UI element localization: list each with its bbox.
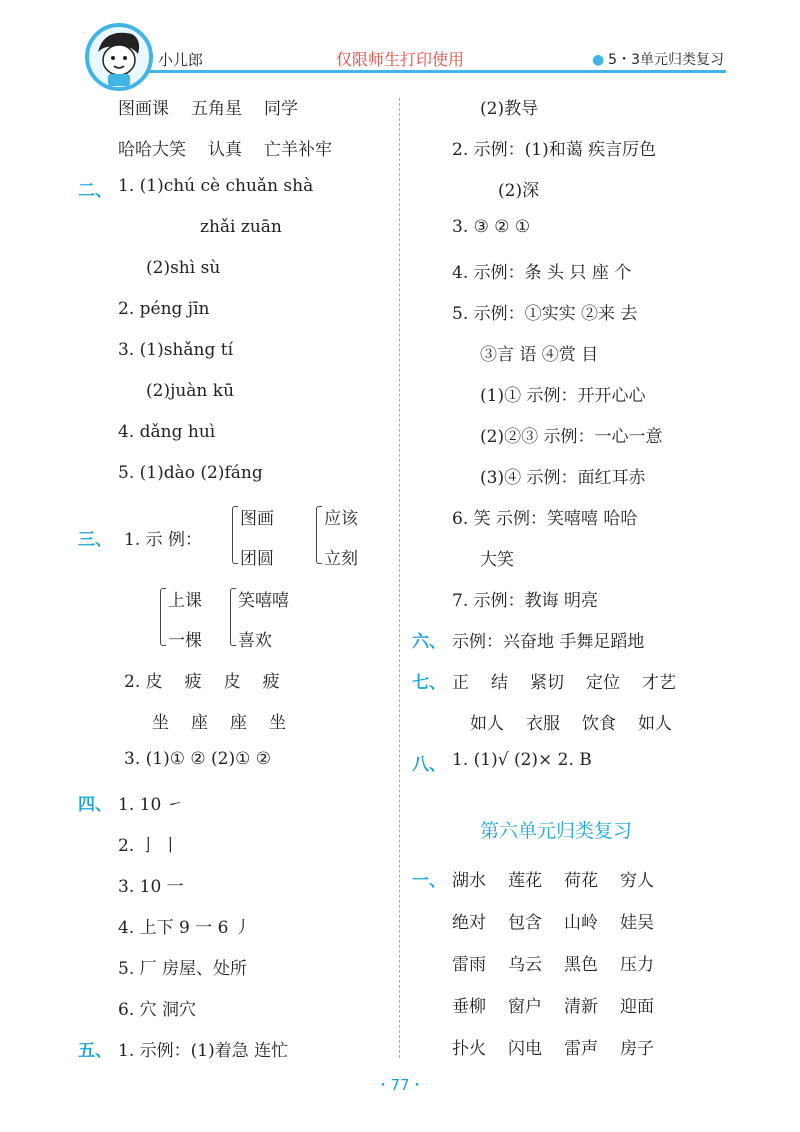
answer-line [118,135,332,160]
answer-line: 7. 示例：教诲 明亮 [452,591,599,611]
answer-word: 压力 [620,955,654,975]
answer-word: 图画课 [118,99,169,119]
answer-word: 垂柳 [452,997,486,1017]
bullet-dot-icon: ● [591,52,605,68]
answer-word: 亡羊补牢 [264,140,332,160]
answer-word: 包含 [508,913,542,933]
section-marker-6: 六、 [412,632,446,652]
answer-line: 1. 示 例： [124,530,203,550]
answer-line: 4. dǎng huì [118,422,216,442]
answer-line: 5. (1)dào (2)fáng [118,463,263,483]
answer-word: 一棵 [168,631,202,651]
answer-word: 清新 [564,997,598,1017]
answer-line: 5. 示例：①实实 ②来 去 [452,304,638,324]
answer-word: 房子 [620,1039,654,1059]
answer-line: 3. (1)shǎng tí [118,340,234,360]
section-marker-8: 八、 [412,755,446,775]
answer-word: 座 [191,713,208,733]
answer-line [452,866,654,891]
answer-word: 笑嘻嘻 [238,591,289,611]
brand-name: 小儿郎 [158,51,204,69]
page-number: ・77・ [375,1076,425,1094]
answer-word: 衣服 [526,714,560,734]
chapter-label-text: 5・3单元归类复习 [608,52,724,68]
answer-word: 饮食 [582,714,616,734]
answer-word: 疲 [184,672,202,692]
answer-line: 6. 笑 示例：笑嘻嘻 哈哈 [452,509,638,529]
answer-line: 2. 亅 丨 [118,836,180,856]
answer-word: 湖水 [452,871,486,891]
answer-line: 示例：兴奋地 手舞足蹈地 [452,632,645,652]
answer-word: 坐 [269,713,286,733]
answer-word: 同学 [264,99,298,119]
answer-word: 穷人 [620,871,654,891]
answer-line [452,992,654,1017]
answer-word: 雷声 [564,1039,598,1059]
answer-line: 2. 示例：(1)和蔼 疾言厉色 [452,140,657,160]
answer-line: 4. 上下 9 一 6 丿 [118,918,251,938]
section-marker-1: 一、 [412,871,446,891]
answer-word: 山岭 [564,913,598,933]
section-marker-4: 四、 [78,795,112,815]
answer-line: 1. (1)√ (2)× 2. B [452,750,592,770]
section-marker-5: 五、 [78,1041,112,1061]
answer-word: 荷花 [564,871,598,891]
answer-line: (3)④ 示例：面红耳赤 [480,468,646,488]
answer-word: 图画 [240,509,274,529]
brace-bracket [232,506,238,564]
section-marker-7: 七、 [412,673,446,693]
answer-line [118,94,298,119]
answer-word: 如人 [638,714,672,734]
answer-line [452,908,654,933]
answer-word: 正 [452,673,469,693]
chapter-label [592,49,724,69]
brace-bracket [160,588,166,646]
answer-line: 1. 10 ㇀ [118,795,184,815]
answer-word: 如人 [470,714,504,734]
answer-word: 五角星 [191,99,242,119]
answer-word: 喜欢 [238,631,272,651]
answer-word: 才艺 [642,673,676,693]
answer-word: 娃吴 [620,913,654,933]
answer-word: 乌云 [508,955,542,975]
answer-word: 迎面 [620,997,654,1017]
answer-line: (2)教导 [480,99,539,119]
answer-line: (2)shì sù [146,258,221,278]
brace-bracket [316,506,322,564]
answer-word: 座 [230,713,247,733]
answer-word: 绝对 [452,913,486,933]
section-marker-2: 二、 [78,181,112,201]
answer-line [124,667,280,692]
answer-line: 6. 穴 洞穴 [118,1000,197,1020]
answer-word: 紧切 [530,673,564,693]
answer-line: 3. (1)① ② (2)① ② [124,749,271,769]
answer-line [452,1034,654,1059]
answer-word: 疲 [262,672,280,692]
answer-line: (2)深 [498,181,540,201]
brace-bracket [230,588,236,646]
print-notice: 仅限师生打印使用 [335,50,464,69]
answer-line: 3. ③ ② ① [452,217,531,237]
answer-line [452,668,676,693]
answer-word: 雷雨 [452,955,486,975]
answer-line [152,708,286,733]
answer-word: 莲花 [508,871,542,891]
answer-word: 哈哈大笑 [118,140,186,160]
answer-word: 上课 [168,591,202,611]
answer-word: 窗户 [508,997,542,1017]
answer-word: 定位 [586,673,620,693]
answer-line: 大笑 [480,550,514,570]
answer-word: 坐 [152,713,169,733]
unit-title: 第六单元归类复习 [480,820,633,842]
answer-line [470,709,672,734]
answer-word: 扑火 [452,1039,486,1059]
answer-word: 2. 皮 [124,672,163,692]
answer-line: (2)juàn kū [146,381,235,401]
answer-line: 1. 示例：(1)着急 连忙 [118,1041,289,1061]
answer-word: 闪电 [508,1039,542,1059]
answer-word: 认真 [208,140,242,160]
answer-line: (2)②③ 示例：一心一意 [480,427,663,447]
answer-line: zhǎi zuān [200,217,282,237]
answer-line [452,950,654,975]
answer-line: 2. péng jīn [118,299,210,319]
answer-line: 4. 示例：条 头 只 座 个 [452,263,632,283]
column-divider [399,98,400,1058]
answer-word: 皮 [223,672,241,692]
header-rule [148,70,726,73]
answer-word: 团圆 [240,549,274,569]
answer-line: 5. 厂 房屋、处所 [118,959,248,979]
answer-line: 3. 10 一 [118,877,184,897]
answer-word: 应该 [324,509,358,529]
answer-line: 1. (1)chú cè chuǎn shà [118,176,314,196]
answer-word: 黑色 [564,955,598,975]
answer-line: ③言 语 ④赏 目 [480,345,599,365]
answer-word: 结 [491,673,508,693]
answer-line: (1)① 示例：开开心心 [480,386,646,406]
answer-word: 立刻 [324,549,358,569]
section-marker-3: 三、 [78,530,112,550]
